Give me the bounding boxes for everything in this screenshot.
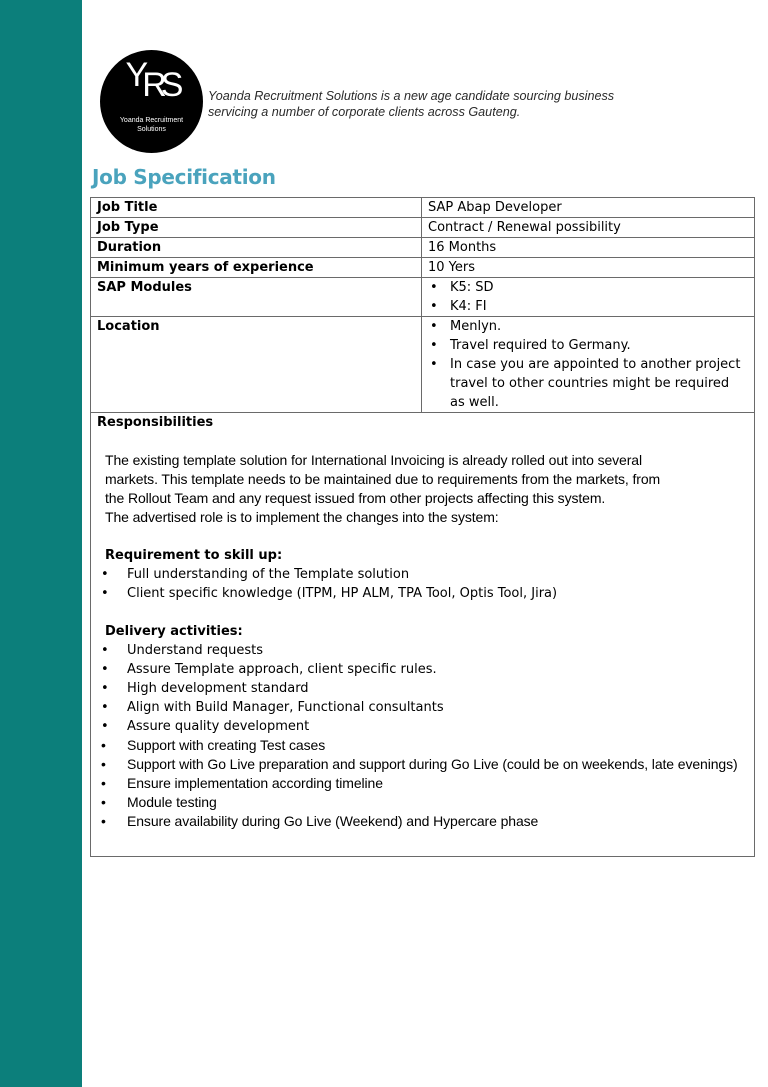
- list-item: • K5: SD: [428, 278, 748, 297]
- list-item: • Align with Build Manager, Functional consultants: [97, 698, 748, 717]
- skill-up-list: [97, 565, 748, 603]
- responsibilities-heading: Responsibilities: [97, 415, 214, 430]
- delivery-heading: Delivery activities:: [105, 624, 243, 639]
- row-value: Contract / Renewal possibility: [422, 218, 755, 238]
- table-row: [91, 238, 755, 258]
- page-title: Job Specification: [92, 165, 276, 189]
- list-item: • Client specific knowledge (ITPM, HP ALM, TPA Tool, Optis Tool, Jira): [97, 584, 748, 603]
- list-item: • Support with creating Test cases: [97, 736, 748, 755]
- delivery-list-continued: [97, 736, 748, 831]
- table-row: [91, 278, 755, 317]
- row-label: Duration: [91, 238, 422, 258]
- list-item: • Support with Go Live preparation and support during Go Live (could be on weekends, late evenings): [97, 755, 748, 774]
- list-item: • In case you are appointed to another project travel to other countries might be required as well.: [428, 355, 748, 412]
- row-value: [422, 278, 755, 317]
- skill-up-heading: Requirement to skill up:: [105, 548, 283, 563]
- job-spec-table: [90, 197, 755, 857]
- company-logo: [100, 50, 203, 153]
- table-row: [91, 317, 755, 413]
- row-value: [422, 317, 755, 413]
- modules-list: [428, 278, 748, 316]
- list-item: • K4: FI: [428, 297, 748, 316]
- row-value: 10 Yers: [422, 258, 755, 278]
- list-item: • Assure quality development: [97, 717, 748, 736]
- list-item: • Full understanding of the Template solution: [97, 565, 748, 584]
- list-item: • Ensure availability during Go Live (Weekend) and Hypercare phase: [97, 812, 748, 831]
- table-row: [91, 413, 755, 857]
- row-label: Job Title: [91, 198, 422, 218]
- row-label: Minimum years of experience: [91, 258, 422, 278]
- row-label: Job Type: [91, 218, 422, 238]
- delivery-list: [97, 641, 748, 736]
- list-item: • Assure Template approach, client specific rules.: [97, 660, 748, 679]
- list-item: • High development standard: [97, 679, 748, 698]
- logo-caption: Yoanda Recruitment Solutions: [119, 117, 184, 133]
- list-item: • Understand requests: [97, 641, 748, 660]
- row-value: 16 Months: [422, 238, 755, 258]
- teal-sidebar-band: [0, 0, 82, 1087]
- row-label: SAP Modules: [91, 278, 422, 317]
- table-row: [91, 258, 755, 278]
- company-tagline: Yoanda Recruitment Solutions is a new age candidate sourcing business servicing a number of corporate clients across Gauteng.: [208, 89, 615, 119]
- list-item: • Menlyn.: [428, 317, 748, 336]
- list-item: • Ensure implementation according timeline: [97, 774, 748, 793]
- row-value: SAP Abap Developer: [422, 198, 755, 218]
- responsibilities-paragraph: The existing template solution for International Invoicing is already rolled out into several markets. This template needs to be maintained due to requirements from the markets, from the Rollout Team and any request issued from other projects affecting this system. The advertised role is to implement the changes into the system:: [105, 452, 661, 525]
- row-label: Location: [91, 317, 422, 413]
- responsibilities-cell: [91, 413, 755, 857]
- list-item: • Module testing: [97, 793, 748, 812]
- logo-monogram: YRS: [125, 56, 178, 104]
- table-row: [91, 218, 755, 238]
- table-row: [91, 198, 755, 218]
- list-item: • Travel required to Germany.: [428, 336, 748, 355]
- location-list: [428, 317, 748, 412]
